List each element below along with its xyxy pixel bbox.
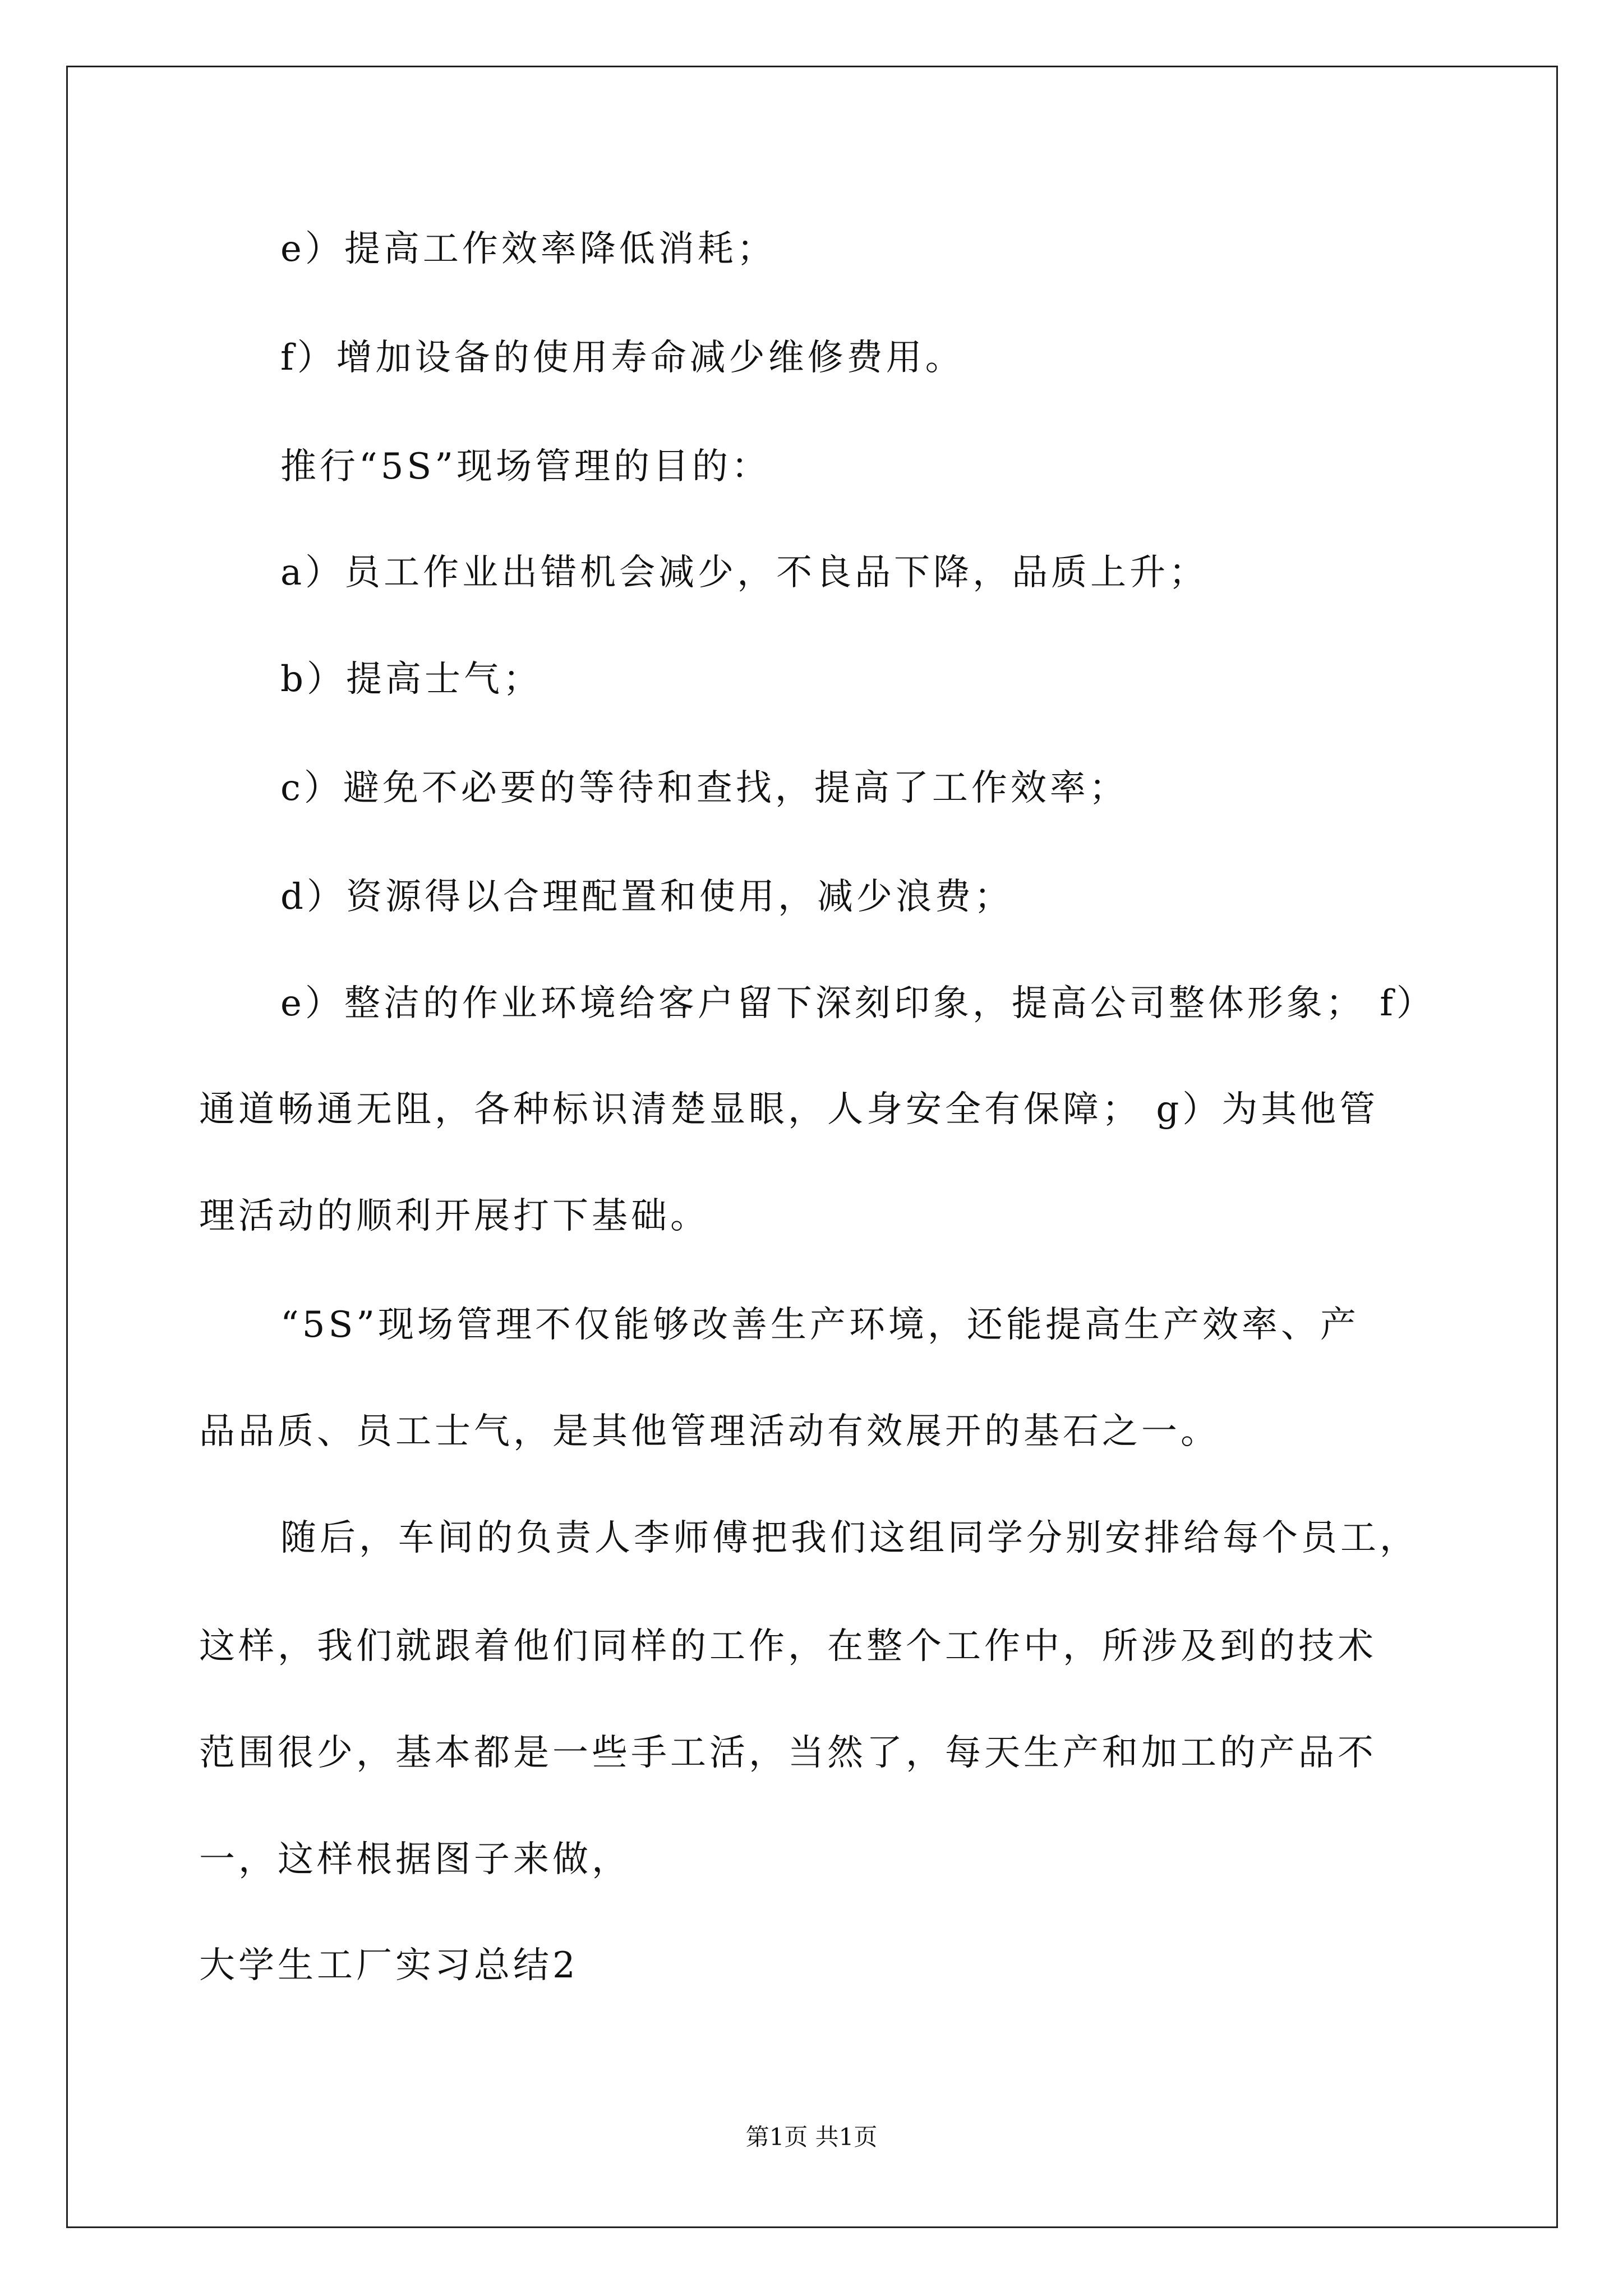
text-line: 一，这样根据图子来做， [199, 1839, 631, 1880]
text-line: a）员工作业出错机会减少，不良品下降，品质上升； [280, 552, 1209, 593]
page-border [66, 66, 1558, 2228]
text-line: 推行“5S”现场管理的目的： [280, 446, 771, 487]
text-line: 随后，车间的负责人李师傅把我们这组同学分别安排给每个员工， [280, 1517, 1419, 1559]
text-line: b）提高士气； [280, 659, 542, 700]
text-line: 这样，我们就跟着他们同样的工作，在整个工作中，所涉及到的技术 [199, 1626, 1377, 1667]
text-line: e）整洁的作业环境给客户留下深刻印象，提高公司整体形象； f） [280, 983, 1436, 1024]
text-line: d）资源得以合理配置和使用，减少浪费； [280, 876, 1013, 918]
text-line: “5S”现场管理不仅能够改善生产环境，还能提高生产效率、产 [280, 1304, 1359, 1346]
text-line: 范围很少，基本都是一些手工活，当然了，每天生产和加工的产品不 [199, 1732, 1377, 1774]
text-line: c）避免不必要的等待和查找，提高了工作效率； [280, 767, 1128, 809]
text-line: 通道畅通无阻，各种标识清楚显眼，人身安全有保障； g）为其他管 [199, 1089, 1379, 1130]
section-heading: 大学生工厂实习总结2 [199, 1945, 579, 1986]
text-line: e）提高工作效率降低消耗； [280, 228, 776, 270]
text-line: 品品质、员工士气，是其他管理活动有效展开的基石之一。 [199, 1411, 1220, 1452]
text-line: f）增加设备的使用寿命减少维修费用。 [280, 337, 965, 379]
page-footer: 第1页 共1页 [745, 2123, 878, 2151]
text-line: 理活动的顺利开展打下基础。 [199, 1195, 709, 1237]
